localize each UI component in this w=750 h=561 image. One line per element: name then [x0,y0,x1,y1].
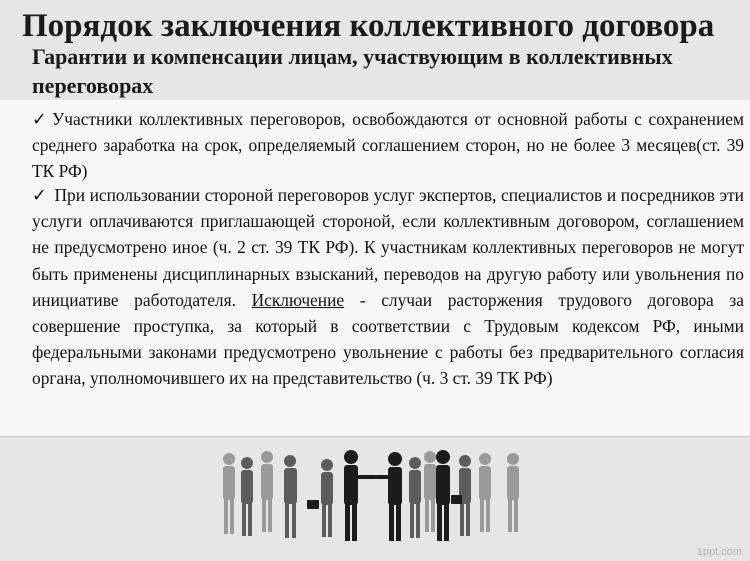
page-title: Порядок заключения коллективного договора [22,8,715,44]
footer-logo: 1ppt.com [696,546,742,558]
slide-subtitle: Гарантии и компенсации лицам, участвующим в коллективных переговорах [32,44,673,98]
business-people-illustration [215,445,535,545]
bullet-text: Участники коллективных переговоров, освобождаются от основной работы с сохранением среднего заработка на срок, определяемый соглашением сторон, но не более 3 месяцев(ст. 39 ТК РФ) [32,109,744,182]
background-figures [223,451,519,534]
bullet-item-2 [32,182,744,392]
bullet-text-part-2: - случаи расторжения трудового договора за совершение проступка, за который в соответствии с Трудовым кодексом РФ, иными федеральными законами предусмотрено увольнение с работы без предварительного согласия органа, уполномочившего их на представительство (ч. 3 ст. 39 ТК РФ) [32,289,744,389]
bullet-item-1 [32,106,744,185]
checkmark-icon: ✓ [32,109,49,129]
checkmark-icon: ✓ [32,185,47,205]
bullet-text-part-1: При использовании стороной переговоров услуг экспертов, специалистов и посредников эти услуги оплачиваются приглашающей стороной, если коллективным договором, соглашением не предусмотрено иное (ч. 2 ст. 39 ТК РФ). К участникам коллективных переговоров не могут быть применены дисциплинарных взысканий, переводов на другую работу или увольнения по инициативе работодателя. [32,185,744,310]
exception-term: Исключение [251,289,345,310]
